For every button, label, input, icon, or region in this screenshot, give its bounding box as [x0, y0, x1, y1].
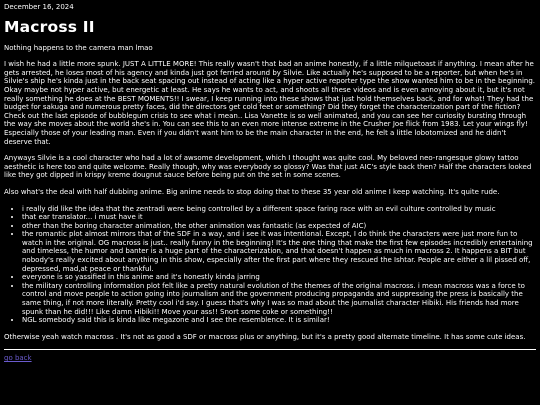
list-item: • everyone is so yassified in this anime and it's honestly kinda jarring [22, 273, 536, 282]
list-item: • the military controlling information plot felt like a pretty natural evolution of the themes of the original macross. i mean macross was a force to control and move people to action going into journalism and the government producing propaganda and suppressing the press is basically the same thing, if not more literally. Pretty cool i'd say. I guess that's why I was so mad about the journalist character Hibiki. His friends had more spunk than he did!!! Like damn Hibiki!! Move your ass!! Snort some coke or something!! [22, 282, 536, 316]
post-paragraph-1: I wish he had a little more spunk. JUST A LITTLE MORE! This really wasn't that bad an anime honestly, if a little milquetoast if anything. I mean after he gets arrested, he loses most of his agency and kinda just got ferried around by Silvie. Like actually he's supposed to be a reporter, but when he's in Silvie's ship he's kinda just in the back seat spacing out instead of acting like a hyper active reporter type the show wanted him to be in the beginning. Okay maybe not hyper active, but energetic at least. He says he wants to act, and shoots all these videos and is even annoying about it, but it's not really something he does at the BEST MOMENTS!! I swear, I keep running into these shows that just hold themselves back, and for what! They had the budget for sakuga and numerous pretty faces, did the directors get cold feet or something? Did they forget the characterization part of the fiction? Check out the last episode of bubblegum crisis to see what i mean.. Lisa Vanette is so well animated, and you can see her curiosity bursting through the way she moves about the world she's in. You can see this to an even more intense extreme in the Crusher Joe flick from 1983. Let your wings fly! Especially those of your leading man. Even if you didn't want him to be the main character in the end, he felt a little lobotomized and he didn't deserve that. [4, 60, 536, 146]
divider [4, 349, 536, 350]
list-item: • NGL somebody said this is kinda like megazone and I see the resemblence. It is similar! [22, 316, 536, 325]
post-date: December 16, 2024 [4, 3, 74, 11]
list-item: • i really did like the idea that the zentradi were being controlled by a different space faring race with an evil culture controlled by music [22, 205, 536, 214]
list-item: • the romantic plot almost mirrors that of the SDF in a way, and i see it was intentional. Except, I do think the characters were just more fun to watch in the original. OG macross is just.. really funny in the beginning! It's the one thing that make the first few episodes incredibly entertaining and timeless, the humor and banter is a huge part of the characterization, and that doesn't happen as much in macross 2. It happens a BIT but nobody's really excited about anything in this show, especially after the first part where they rescued the Ishtar. People are either a lil pissed off, depressed, mad,at peace or thankful. [22, 230, 536, 273]
list-item: • that ear translator... i must have it [22, 213, 536, 222]
post-paragraph-2: Anyways Silvie is a cool character who had a lot of awsome development, which I thought was quite cool. My beloved neo-rangesque glowy tattoo aesthetic is here too and quite welcome. Really though, why was everybody so glossy? Was that just AIC's style back then? Half the characters looked like they got dipped in krispy kreme dougnut sauce before being put on the set in some scenes. [4, 154, 532, 180]
go-back-link[interactable]: go back [4, 354, 32, 363]
post-title: Macross II [4, 17, 95, 36]
post-subtitle: Nothing happens to the camera man lmao [4, 43, 153, 52]
list-item: • other than the boring character animation, the other animation was fantastic (as expected of AIC) [22, 222, 536, 231]
post-closing: Otherwise yeah watch macross . It's not as good a SDF or macross plus or anything, but it's a pretty good alternate timeline. It has some cute ideas. [4, 332, 526, 341]
notes-list [4, 205, 536, 325]
post-paragraph-3: Also what's the deal with half dubbing anime. Big anime needs to stop doing that to these 35 year old anime I keep watching. It's quite rude. [4, 187, 500, 196]
